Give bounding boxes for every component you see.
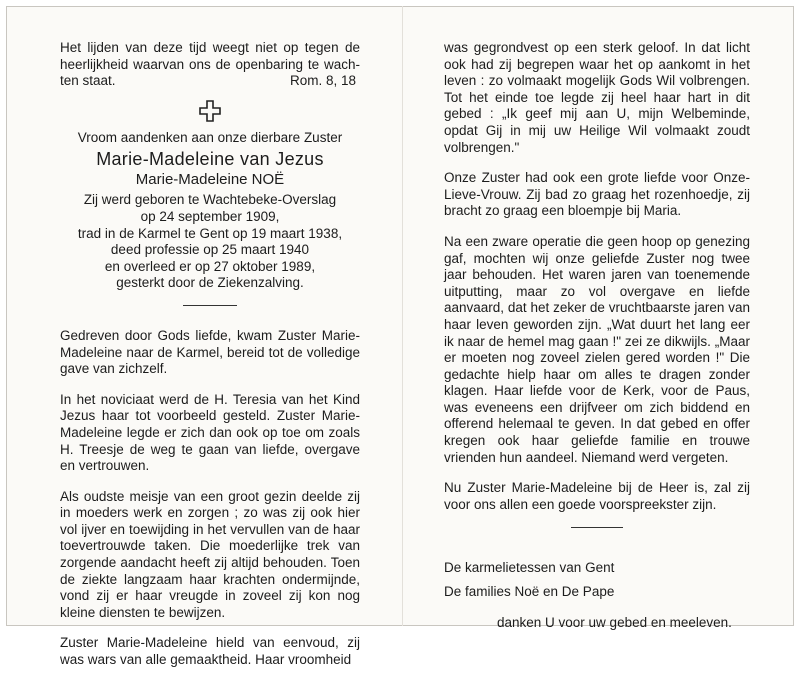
- quote-reference: Rom. 8, 18: [289, 73, 356, 89]
- paragraph: Zuster Marie-Madeleine hield van eenvoud, zij was wars van alle gemaaktheid. Haar vroomheid: [60, 635, 360, 668]
- signature-line: De karmelietessen van Gent: [444, 560, 615, 576]
- paragraph: was gegrondvest op een sterk geloof. In dat licht ook had zij begrepen waar het op aankomt in het leven : zo volmaakt mogelijk Gods Wil volbrengen. Tot het einde toe legde zij heel haar hart in dit gebed : „Ik geef mij aan U, mijn Welbeminde, opdat Gij in mij uw Heilige Wil volmaakt zoudt volbrengen.": [444, 40, 750, 155]
- date-line: Zij werd geboren te Wachtebeke-Overslag: [83, 192, 337, 208]
- quote-line: heerlijkheid waarvan ons de openbaring te wach-: [60, 56, 360, 72]
- quote-line: Het lijden van deze tijd weegt niet op tegen de: [60, 40, 360, 55]
- quote-last-line: [60, 73, 360, 90]
- left-column: [60, 40, 360, 683]
- date-line: op 24 september 1909,: [140, 208, 280, 224]
- date-line: trad in de Karmel te Gent op 19 maart 1938,: [77, 225, 343, 241]
- paragraph: Nu Zuster Marie-Madeleine bij de Heer is, zal zij voor ons allen een goede voorspreekster zijn.: [444, 480, 750, 512]
- birth-name: Marie-Madeleine NOË: [135, 171, 285, 189]
- date-line: gesterkt door de Ziekenzalving.: [116, 275, 304, 291]
- divider: [183, 305, 237, 306]
- bible-quote: [60, 40, 360, 90]
- quote-text-end: ten staat.: [60, 73, 116, 89]
- paragraph: Onze Zuster had ook een grote liefde voor Onze-Lieve-Vrouw. Zij bad zo graag het rozenhoedje, zij bracht zo graag een bloempje bij Maria.: [444, 170, 750, 219]
- divider: [571, 527, 623, 528]
- date-line: en overleed er op 27 oktober 1989,: [104, 258, 316, 274]
- card-fold: [402, 6, 403, 626]
- intro-line: Vroom aandenken aan onze dierbare Zuster: [77, 129, 343, 145]
- paragraph: Gedreven door Gods liefde, kwam Zuster Marie-Madeleine naar de Karmel, bereid tot de volledige gave van zichzelf.: [60, 327, 360, 377]
- paragraph: Als oudste meisje van een groot gezin deelde zij in moeders werk en zorgen ; zo was zij ook hier vol ijver en toewijding in het vervullen van de haar toevertrouwde taken. Die moederlijke trek van zorgende aandacht heeft zij altijd behouden. Toen de ziekte langzaam haar krachten ondermijnde, vond zij er haar vreugde in zoveel zij kon nog kleine diensten te bewijzen.: [60, 488, 360, 620]
- right-column: [444, 40, 750, 631]
- paragraph: In het noviciaat werd de H. Teresia van het Kind Jezus haar tot voorbeeld gesteld. Zuster Marie-Madeleine legde er zich dan ook op toe om zoals H. Treesje de weg te gaan van liefde, overgave en vertrouwen.: [60, 391, 360, 474]
- thanks-line: danken U voor uw gebed en meeleven.: [497, 614, 732, 630]
- date-line: deed professie op 25 maart 1940: [110, 242, 310, 258]
- signature-line: De families Noë en De Pape: [444, 584, 615, 600]
- religious-name: Marie-Madeleine van Jezus: [96, 149, 324, 170]
- paragraph: Na een zware operatie die geen hoop op genezing gaf, mochten wij onze geliefde Zuster nog twee jaar behouden. Het waren jaren van toenemende uitputting, maar zo vol overgave en liefde aanvaard, dat het zeker de vruchtbaarste jaren van haar leven geworden zijn. „Wat duurt het lang eer ik naar de hemel mag gaan !" zei ze dikwijls. „Maar er moeten nog zoveel zielen gered worden !" Die gedachte hielp haar om alles te dragen zonder klagen. Haar liefde voor de Kerk, voor de Paus, was eveneens een drijfveer om zich biddend en offerend helemaal te geven. In dat gebed en offer kregen ook haar geliefde familie en trouwe vrienden hun aandeel. Niemand werd vergeten.: [444, 233, 750, 465]
- cross-icon: [60, 100, 360, 122]
- life-dates: [60, 192, 360, 292]
